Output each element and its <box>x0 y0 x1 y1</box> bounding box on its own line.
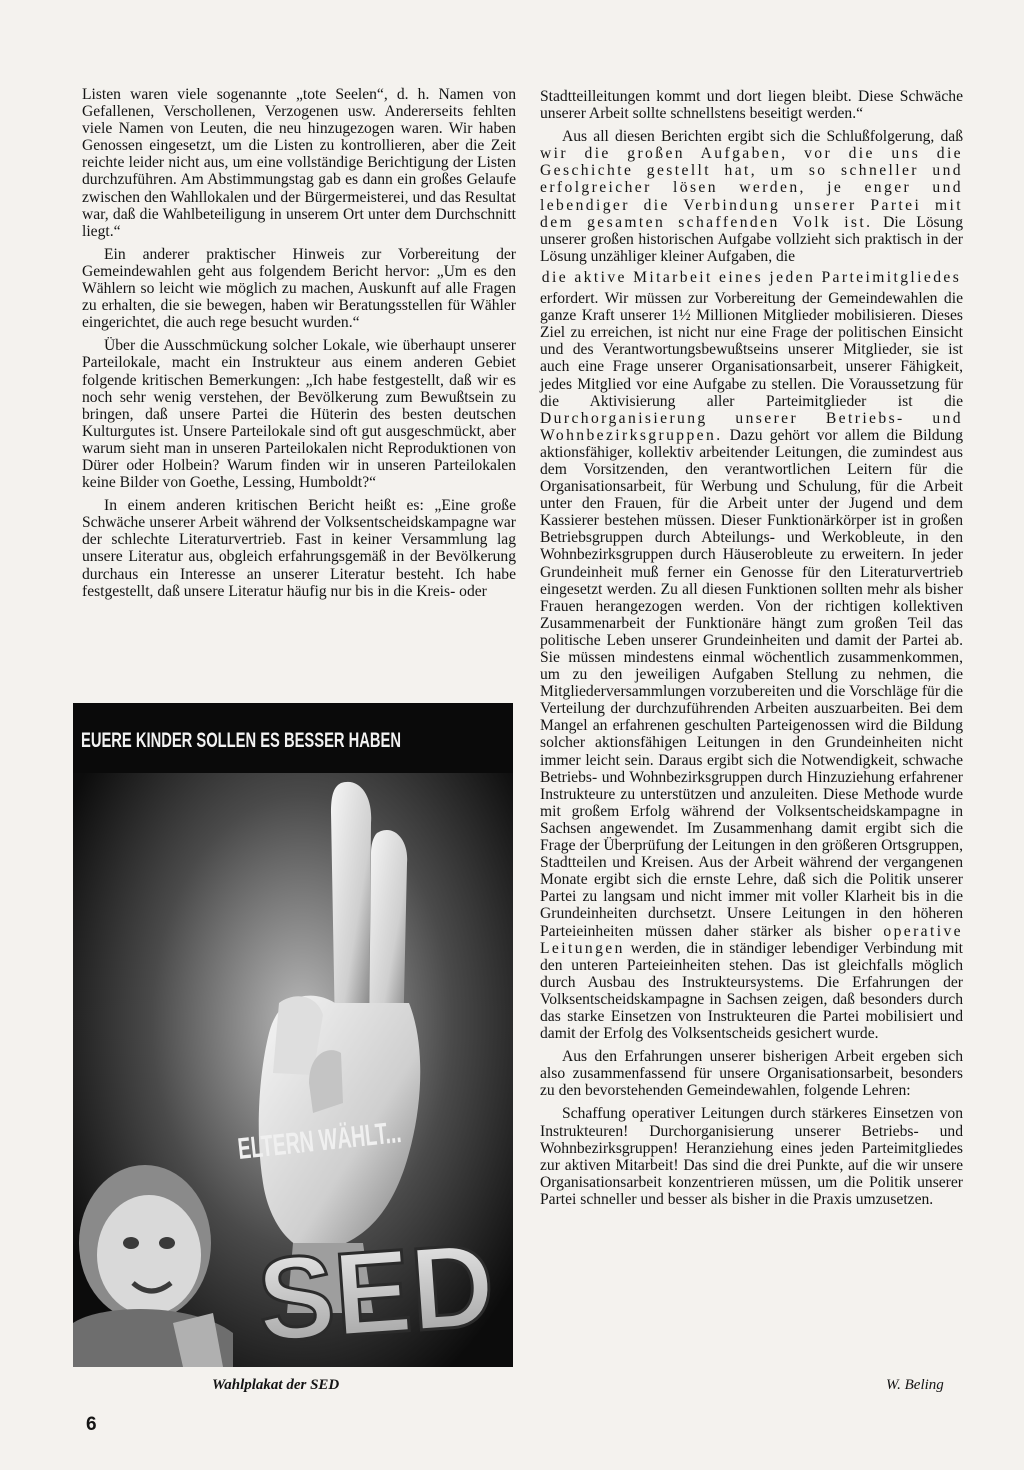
author-signature: W. Beling <box>886 1377 944 1393</box>
paragraph: Listen waren viele sogenannte „tote Seelen“, d. h. Namen von Gefallenen, Verschollenen, Verzogenen usw. Andererseits fehlten viele Namen von Leuten, die neu hinzugezogen waren. Wir haben Genossen eingesetzt, um die Listen zu kontrollieren, aber die Zeit reichte leider nicht aus, um eine vollständige Berichtigung der Listen durchzuführen. Am Abstimmungstag gab es dann ein großes Gelaufe zwischen den Wahllokalen und der Bürgermeisterei, und das Resultat war, daß die Wahlbeteiligung in unserem Ort unter dem Durchschnitt liegt.“ <box>82 86 516 240</box>
paragraph: Aus den Erfahrungen unserer bisherigen Arbeit ergeben sich also zusammenfassend für unsere Organisationsarbeit, besonders zu den bevorstehenden Gemeindewahlen, folgende Lehren: <box>540 1048 963 1100</box>
emphasized-text: wir die großen Aufgaben, vor die uns die Geschichte gestellt hat, um so schneller und erfolgreicher lösen werden, je enger und lebendiger die Verbindung unserer Partei mit dem gesamten schaffenden Volk ist. <box>540 145 963 231</box>
paragraph: Ein anderer praktischer Hinweis zur Vorbereitung der Gemeindewahlen geht aus folgendem Bericht hervor: „Um es den Wählern so leicht wie möglich zu machen, Auskunft auf alle Fragen zu erhalten, die sie bewegen, haben wir Beratungsstellen für Wähler eingerichtet, die auch rege besucht wurden.“ <box>82 245 516 332</box>
poster-slogan: ELTERN WÄHLT... <box>236 1106 493 1166</box>
text-run: Dazu gehört vor allem die Bildung aktionsfähiger, kollektiv arbeitender Leitungen, die zumindest aus dem Vorsitzenden, den verantwortlichen Leitern für die Organisationsarbeit, für Werbung und Schulung, für die Arbeit unter den Frauen, für die Arbeit unter der Jugend und dem Kassierer bestehen müssen. Dieser Funktionärkörper ist in großen Betriebsgruppen durch Abteilungs- und Werkobleute, in den Wohnbezirksgruppen durch Häuserobleute zu erweitern. In jeder Grundeinheit muß ferner ein Genosse für den Literaturvertrieb eingesetzt werden. Zu all diesen Funktionen sollten mehr als bisher Frauen herangezogen werden. Von der richtigen kollektiven Zusammenarbeit der Funktionäre hängt zum großen Teil das politische Leben unserer Grundeinheiten und damit der Partei ab. Sie müssen mindestens einmal wöchentlich zusammenkommen, um zu den jeweiligen Aufgaben Stellung zu nehmen, die Mitgliederversammlungen vorzubereiten und die Vorschläge für die Verteilung der durchzuführenden Arbeiten auszuarbeiten. Bei dem Mangel an erfahrenen geschulten Parteigenossen wird die Bildung solcher aktionsfähigen Leitungen in den Grundeinheiten nicht immer leicht sein. Daraus ergibt sich die Notwendigkeit, schwache Betriebs- und Wohnbezirksgruppen durch Hinzuziehung erfahrener Instrukteure zu unterstützen und anzuleiten. Diese Methode wurde mit großem Erfolg während der Volksentscheidskampagne in Sachsen angewendet. Im Zusammenhang damit ergibt sich die Frage der Überprüfung der Leitungen in den größeren Ortsgruppen, Stadtteilen und Kreisen. Aus der Arbeit während der vergangenen Monate ergibt sich die ernste Lehre, daß sich die Politik unserer Partei zu langsam und nicht immer mit voller Klarheit bis in die Grundeinheiten durchsetzt. Unsere Leitungen in den höheren Parteieinheiten müssen daher stärker als bisher <box>540 426 963 940</box>
page-number: 6 <box>86 1414 97 1435</box>
poster-headline: EUERE KINDER SOLLEN ES BESSER HABEN <box>81 729 401 752</box>
text-run: Die Lösung unserer großen historischen Aufgabe vollzieht sich praktisch in der Lösung unzähliger kleiner Aufgaben, die <box>540 213 963 265</box>
text-run: erfordert. Wir müssen zur Vorbereitung der Gemeindewahlen die ganze Kraft unserer 1½ Millionen Mitglieder mobilisieren. Dieses Ziel zu erreichen, ist nicht nur eine Frage der politischen Einsicht und des Verantwortungsbewußtseins unserer Mitglieder, sie ist auch eine Frage unserer Organisationsarbeit, unserer Fähigkeit, jedes Mitglied vor eine Aufgabe zu stellen. Die Voraussetzung für die Aktivisierung aller Parteimitglieder ist die <box>540 290 963 410</box>
emphasis-line: die aktive Mitarbeit eines jeden Parteimitgliedes <box>541 268 962 286</box>
paragraph <box>540 290 963 1042</box>
poster-caption: Wahlplakat der SED <box>212 1377 340 1393</box>
paragraph: Stadtteilleitungen kommt und dort liegen bleibt. Diese Schwäche unserer Arbeit sollte schnellstens beseitigt werden.“ <box>540 88 963 123</box>
paragraph: In einem anderen kritischen Bericht heißt es: „Eine große Schwäche unserer Arbeit während der Volksentscheidskampagne war der schlechte Literaturvertrieb. Fast in keiner Versammlung lag unsere Literatur aus, obgleich erfahrungsgemäß in der Bevölkerung durchaus ein Interesse an unserer Literatur besteht. Ich habe festgestellt, daß unsere Literatur häufig nur bis in die Kreis- oder <box>82 497 516 600</box>
emphasized-text: Durchorganisierung unserer Betriebs- und Wohnbezirksgruppen. <box>540 409 963 444</box>
poster-party-logo: SED <box>253 1218 505 1367</box>
poster-artwork <box>73 703 513 1367</box>
paragraph: Über die Ausschmückung solcher Lokale, wie überhaupt unserer Parteilokale, macht ein Instrukteur aus einem anderen Gebiet folgende kritischen Bemerkungen: „Ich habe festgestellt, daß wir es noch sehr wenig verstehen, der Bevölkerung zum Bewußtsein zu bringen, daß unsere Partei die Hüterin des besten deutschen Kulturgutes ist. Unsere Parteilokale sind oft gut ausgeschmückt, aber warum sieht man in unseren Parteilokalen nicht Reproduktionen von Dürer oder Holbein? Warum finden wir in unseren Parteilokalen keine Bilder von Goethe, Lessing, Humboldt?“ <box>82 337 516 492</box>
emphasized-text: operative Leitungen <box>540 922 963 957</box>
paragraph: Schaffung operativer Leitungen durch stärkeres Einsetzen von Instrukteuren! Durchorganisierung unserer Betriebs- und Wohnbezirksgruppen! Heranziehung eines jeden Parteimitgliedes zur aktiven Mitarbeit! Das sind die drei Punkte, auf die wir unsere Organisationsarbeit konzentrieren müssen, um die Politik unserer Partei schneller und besser als bisher in die Praxis umzusetzen. <box>540 1105 963 1208</box>
election-poster <box>73 703 513 1367</box>
right-column <box>540 88 963 1208</box>
text-run: Aus all diesen Berichten ergibt sich die Schlußfolgerung, daß <box>562 128 963 146</box>
left-column <box>82 86 516 600</box>
text-run: werden, die in ständiger lebendiger Verbindung mit den unteren Parteieinheiten stehen. Das ist gleichfalls möglich durch Ausbau des Instrukteursystems. Die Erfahrungen der Volksentscheidskampagne in Sachsen zeigen, daß besonders durch das starke Einsetzen von Instrukteuren die Partei mobilisiert und damit der Erfolg des Volksentscheids gesichert wurde. <box>540 939 963 1043</box>
paragraph <box>540 128 963 265</box>
